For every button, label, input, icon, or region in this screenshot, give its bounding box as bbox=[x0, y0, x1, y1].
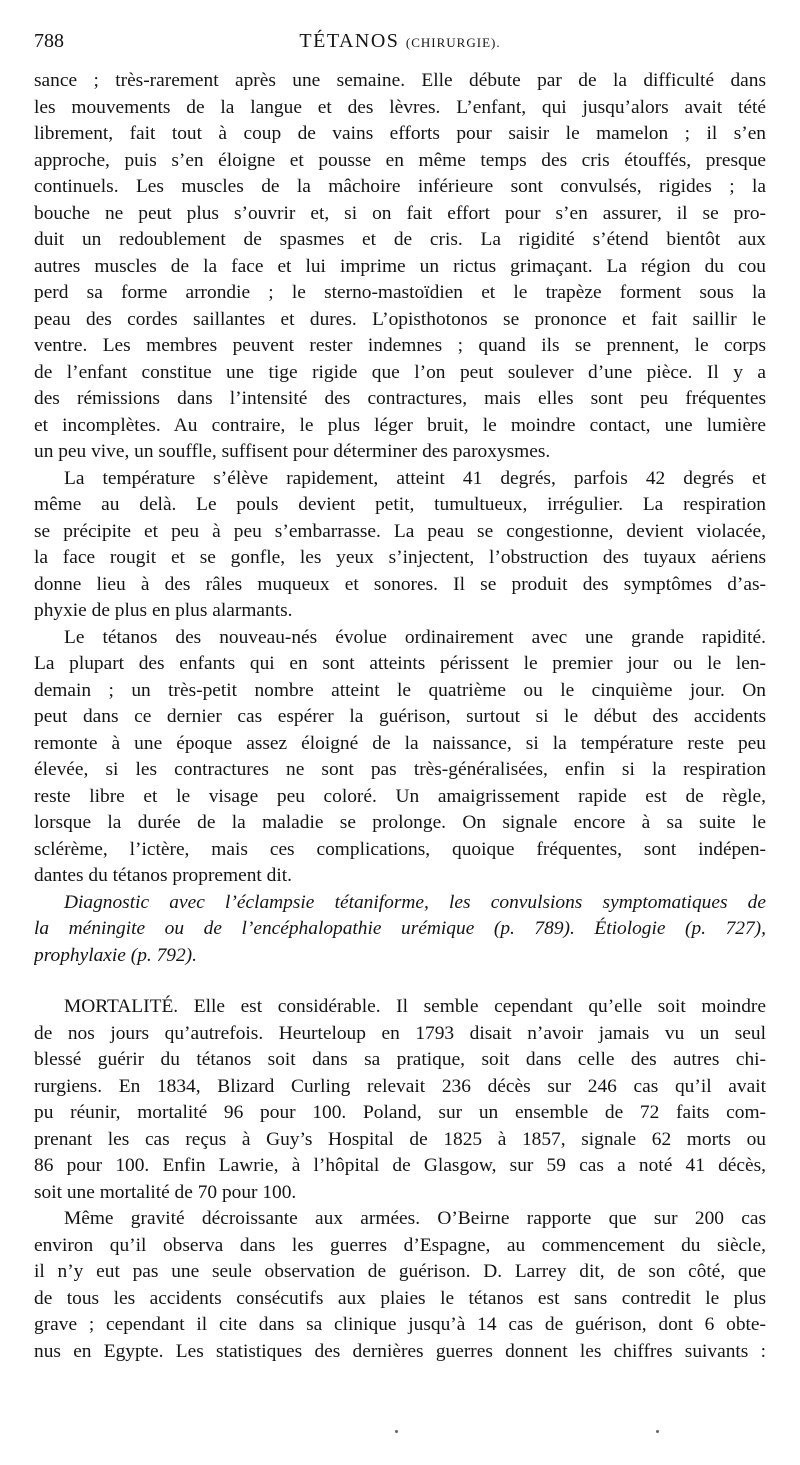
paragraph-diagnostic bbox=[34, 890, 766, 970]
paragraph-mortalite bbox=[34, 994, 766, 1206]
text-line: La température s’élève rapidement, atteint 41 degrés, parfois 42 degrés et bbox=[64, 467, 766, 489]
text-line: peut dans ce dernier cas espérer la guérison, surtout si le début des accidents bbox=[34, 706, 766, 727]
text-line: dantes du tétanos proprement dit. bbox=[34, 865, 292, 886]
text-line: MORTALITÉ. Elle est considérable. Il semble cependant qu’elle soit moindre bbox=[64, 996, 766, 1017]
text-line: de nos jours qu’autrefois. Heurteloup en 1793 disait n’avoir jamais vu un seul bbox=[34, 1022, 766, 1044]
page-number: 788 bbox=[34, 30, 64, 52]
text-line: se précipite et peu à peu s’embarrasse. La peau se congestionne, devient violacée, bbox=[34, 520, 766, 542]
text-line: autres muscles de la face et lui imprime un rictus grimaçant. La région du cou bbox=[34, 255, 766, 277]
text-line: grave ; cependant il cite dans sa clinique jusqu’à 14 cas de guérison, dont 6 obte- bbox=[34, 1314, 766, 1335]
text-line: ventre. Les membres peuvent rester indemnes ; quand ils se prennent, le corps bbox=[34, 335, 766, 356]
text-line: et incomplètes. Au contraire, le plus léger bruit, le moindre contact, une lumière bbox=[34, 414, 766, 436]
print-speck bbox=[395, 1430, 398, 1433]
text-line: rurgiens. En 1834, Blizard Curling relevait 236 décès sur 246 cas qu’il avait bbox=[34, 1075, 766, 1097]
text-line: nus en Egypte. Les statistiques des dernières guerres donnent les chiffres suivants : bbox=[34, 1340, 766, 1362]
running-head bbox=[32, 30, 768, 53]
text-line: reste libre et le visage peu coloré. Un amaigrissement rapide est de règle, bbox=[34, 785, 766, 807]
text-line: Diagnostic avec l’éclampsie tétaniforme, les convulsions symptomatiques de bbox=[64, 891, 766, 913]
running-head-subtitle: (CHIRURGIE). bbox=[405, 35, 501, 50]
text-line: Le tétanos des nouveau-nés évolue ordinairement avec une grande rapidité. bbox=[64, 626, 766, 648]
paragraph-temperature bbox=[34, 466, 766, 625]
text-line: blessé guérir du tétanos soit dans sa pratique, soit dans celle des autres chi- bbox=[34, 1049, 766, 1070]
text-line: un peu vive, un souffle, suffisent pour déterminer des paroxysmes. bbox=[34, 441, 551, 462]
text-line: la méningite ou de l’encéphalopathie urémique (p. 789). Étiologie (p. 727), bbox=[34, 918, 766, 939]
text-line: sclérème, l’ictère, mais ces complications, quoique fréquentes, sont indépen- bbox=[34, 838, 766, 860]
running-head-title: TÉTANOS bbox=[299, 30, 400, 52]
text-line: remonte à une époque assez éloigné de la naissance, si la température reste peu bbox=[34, 732, 766, 754]
text-line: sance ; très-rarement après une semaine. Elle débute par de la difficulté dans bbox=[34, 70, 766, 91]
paragraph-evolution bbox=[34, 625, 766, 890]
text-line: continuels. Les muscles de la mâchoire inférieure sont convulsés, rigides ; la bbox=[34, 176, 766, 197]
text-line: Même gravité décroissante aux armées. O’Beirne rapporte que sur 200 cas bbox=[64, 1208, 766, 1229]
text-line: demain ; un très-petit nombre atteint le quatrième ou le cinquième jour. On bbox=[34, 679, 766, 701]
paragraph-armees bbox=[34, 1206, 766, 1365]
text-line: librement, fait tout à coup de vains efforts pour saisir le mamelon ; il s’en bbox=[34, 123, 766, 144]
print-speck bbox=[656, 1430, 659, 1433]
text-line: il n’y eut pas une seule observation de guérison. D. Larrey dit, de son côté, que bbox=[34, 1261, 766, 1282]
text-line: lorsque la durée de la maladie se prolonge. On signale encore à sa suite le bbox=[34, 812, 766, 833]
text-line: pu réunir, mortalité 96 pour 100. Poland, sur un ensemble de 72 faits com- bbox=[34, 1102, 766, 1123]
text-line: perd sa forme arrondie ; le sterno-mastoïdien et le trapèze forment sous la bbox=[34, 282, 766, 303]
text-line: environ qu’il observa dans les guerres d’Espagne, au commencement du siècle, bbox=[34, 1234, 766, 1256]
text-line: de l’enfant constitue une tige rigide que l’on peut soulever d’une pièce. Il y a bbox=[34, 361, 766, 383]
text-line: duit un redoublement de spasmes et de cris. La rigidité s’étend bientôt aux bbox=[34, 229, 766, 250]
body-text bbox=[34, 68, 766, 1365]
text-line: des rémissions dans l’intensité des contractures, mais elles sont peu fréquentes bbox=[34, 388, 766, 409]
text-line: bouche ne peut plus s’ouvrir et, si on fait effort pour s’en assurer, il se pro- bbox=[34, 202, 766, 224]
text-line: la face rougit et se gonfle, les yeux s’injectent, l’obstruction des tuyaux aériens bbox=[34, 547, 766, 568]
text-line: donne lieu à des râles muqueux et sonores. Il se produit des symptômes d’as- bbox=[34, 573, 766, 595]
page-header bbox=[32, 30, 768, 60]
paragraph-symptoms bbox=[34, 68, 766, 466]
text-line: même au delà. Le pouls devient petit, tumultueux, irrégulier. La respiration bbox=[34, 494, 766, 515]
text-line: soit une mortalité de 70 pour 100. bbox=[34, 1181, 297, 1203]
text-line: peau des cordes saillantes et dures. L’opisthotonos se prononce et fait saillir le bbox=[34, 308, 766, 330]
text-line: approche, puis s’en éloigne et pousse en même temps des cris étouffés, presque bbox=[34, 149, 766, 171]
text-line: les mouvements de la langue et des lèvres. L’enfant, qui jusqu’alors avait tété bbox=[34, 96, 766, 118]
text-line: prenant les cas reçus à Guy’s Hospital de 1825 à 1857, signale 62 morts ou bbox=[34, 1128, 766, 1150]
text-line: phyxie de plus en plus alarmants. bbox=[34, 600, 293, 621]
section-gap bbox=[34, 969, 766, 994]
text-line: La plupart des enfants qui en sont atteints périssent le premier jour ou le len- bbox=[34, 653, 766, 674]
text-line: 86 pour 100. Enfin Lawrie, à l’hôpital de Glasgow, sur 59 cas a noté 41 décès, bbox=[34, 1155, 766, 1176]
text-line: de tous les accidents consécutifs aux plaies le tétanos est sans contredit le plus bbox=[34, 1287, 766, 1309]
text-line: élevée, si les contractures ne sont pas très-généralisées, enfin si la respiration bbox=[34, 759, 766, 780]
text-line: prophylaxie (p. 792). bbox=[34, 944, 197, 966]
